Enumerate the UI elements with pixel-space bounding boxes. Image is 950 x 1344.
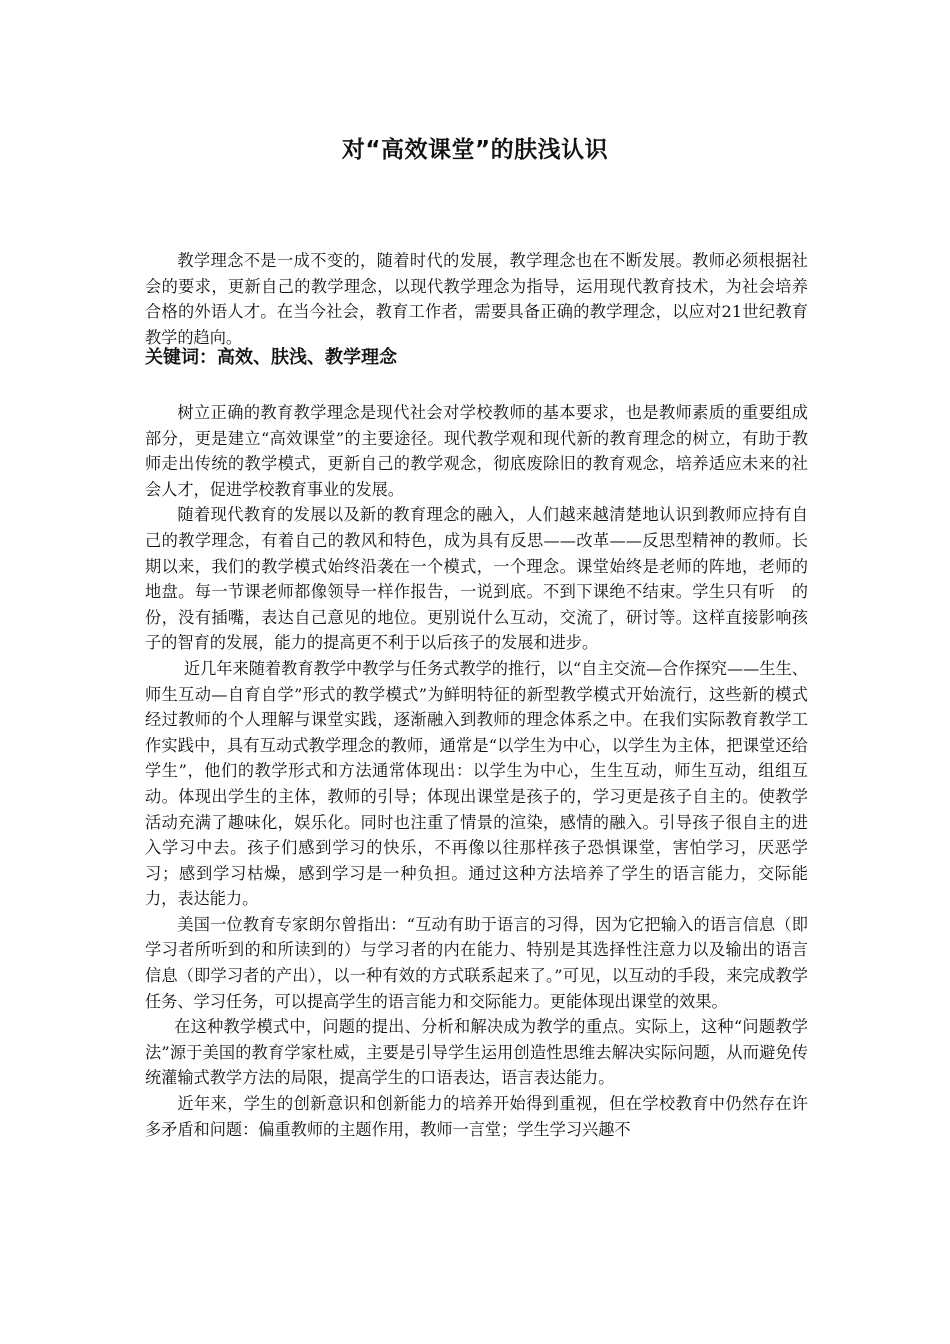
body-paragraph-3: 近几年来随着教育教学中教学与任务式教学的推行，以“自主交流—合作探究——生生、师生互动—自育自学”形式的教学模式”为鲜明特征的新型教学模式开始流行，这些新的模式经过教师的个人理解与课堂实践，逐渐融入到教师的理念体系之中。在我们实际教育教学工作实践中，具有互动式教学理念的教师，通常是“以学生为中心，以学生为主体，把课堂还给学生”，他们的教学形式和方法通常体现出：以学生为中心，生生互动，师生互动，组组互动。体现出学生的主体，教师的引导；体现出课堂是孩子的，学习更是孩子自主的。使教学活动充满了趣味化，娱乐化。同时也注重了情景的渲染，感情的融入。引导孩子很自主的进入学习中去。孩子们感到学习的快乐，不再像以往那样孩子恐惧课堂，害怕学习，厌恶学习；感到学习枯燥，感到学习是一种负担。通过这种方法培养了学生的语言能力，交际能力，表达能力。	[145, 658, 808, 909]
body-paragraph-5: 在这种教学模式中，问题的提出、分析和解决成为教学的重点。实际上，这种“问题教学法”源于美国的教育学家杜威，主要是引导学生运用创造性思维去解决实际问题，从而避免传统灌输式教学方法的局限，提高学生的口语表达，语言表达能力。	[145, 1017, 808, 1088]
abstract-paragraph: 教学理念不是一成不变的，随着时代的发展，教学理念也在不断发展。教师必须根据社会的要求，更新自己的教学理念，以现代教学理念为指导，运用现代教育技术，为社会培养合格的外语人才。在当今社会，教育工作者，需要具备正确的教学理念，以应对21世纪教育教学的趋向。	[145, 251, 808, 347]
keywords-line: 关键词：高效、肤浅、教学理念	[145, 347, 397, 368]
body-paragraph-1: 树立正确的教育教学理念是现代社会对学校教师的基本要求，也是教师素质的重要组成部分，更是建立“高效课堂”的主要途径。现代教学观和现代新的教育理念的树立，有助于教师走出传统的教学模式，更新自己的教学观念，彻底废除旧的教育观念，培养适应未来的社会人才，促进学校教育事业的发展。	[145, 403, 808, 499]
body-paragraph-2: 随着现代教育的发展以及新的教育理念的融入，人们越来越清楚地认识到教师应持有自己的教学理念，有着自己的教风和特色，成为具有反思——改革——反思型精神的教师。长期以来，我们的教学模式始终沿袭在一个模式，一个理念。课堂始终是老师的阵地，老师的地盘。每一节课老师都像领导一样作报告，一说到底。不到下课绝不结束。学生只有听 的份，没有插嘴，表达自己意见的地位。更别说什么互动，交流了，研讨等。这样直接影响孩子的智育的发展，能力的提高更不利于以后孩子的发展和进步。	[145, 505, 808, 653]
body-paragraph-4: 美国一位教育专家朗尔曾指出：“互动有助于语言的习得，因为它把输入的语言信息（即学习者所听到的和所读到的）与学习者的内在能力、特别是其选择性注意力以及输出的语言信息（即学习者的产出），以一种有效的方式联系起来了。”可见，以互动的手段，来完成教学任务、学习任务，可以提高学生的语言能力和交际能力。更能体现出课堂的效果。	[145, 914, 808, 1011]
abstract	[145, 248, 808, 350]
main-body	[145, 400, 808, 1142]
document-title: 对“高效课堂”的肤浅认识	[341, 137, 609, 163]
body-paragraph-6: 近年来，学生的创新意识和创新能力的培养开始得到重视，但在学校教育中仍然存在许多矛盾和问题：偏重教师的主题作用，教师一言堂；学生学习兴趣不	[145, 1094, 808, 1139]
